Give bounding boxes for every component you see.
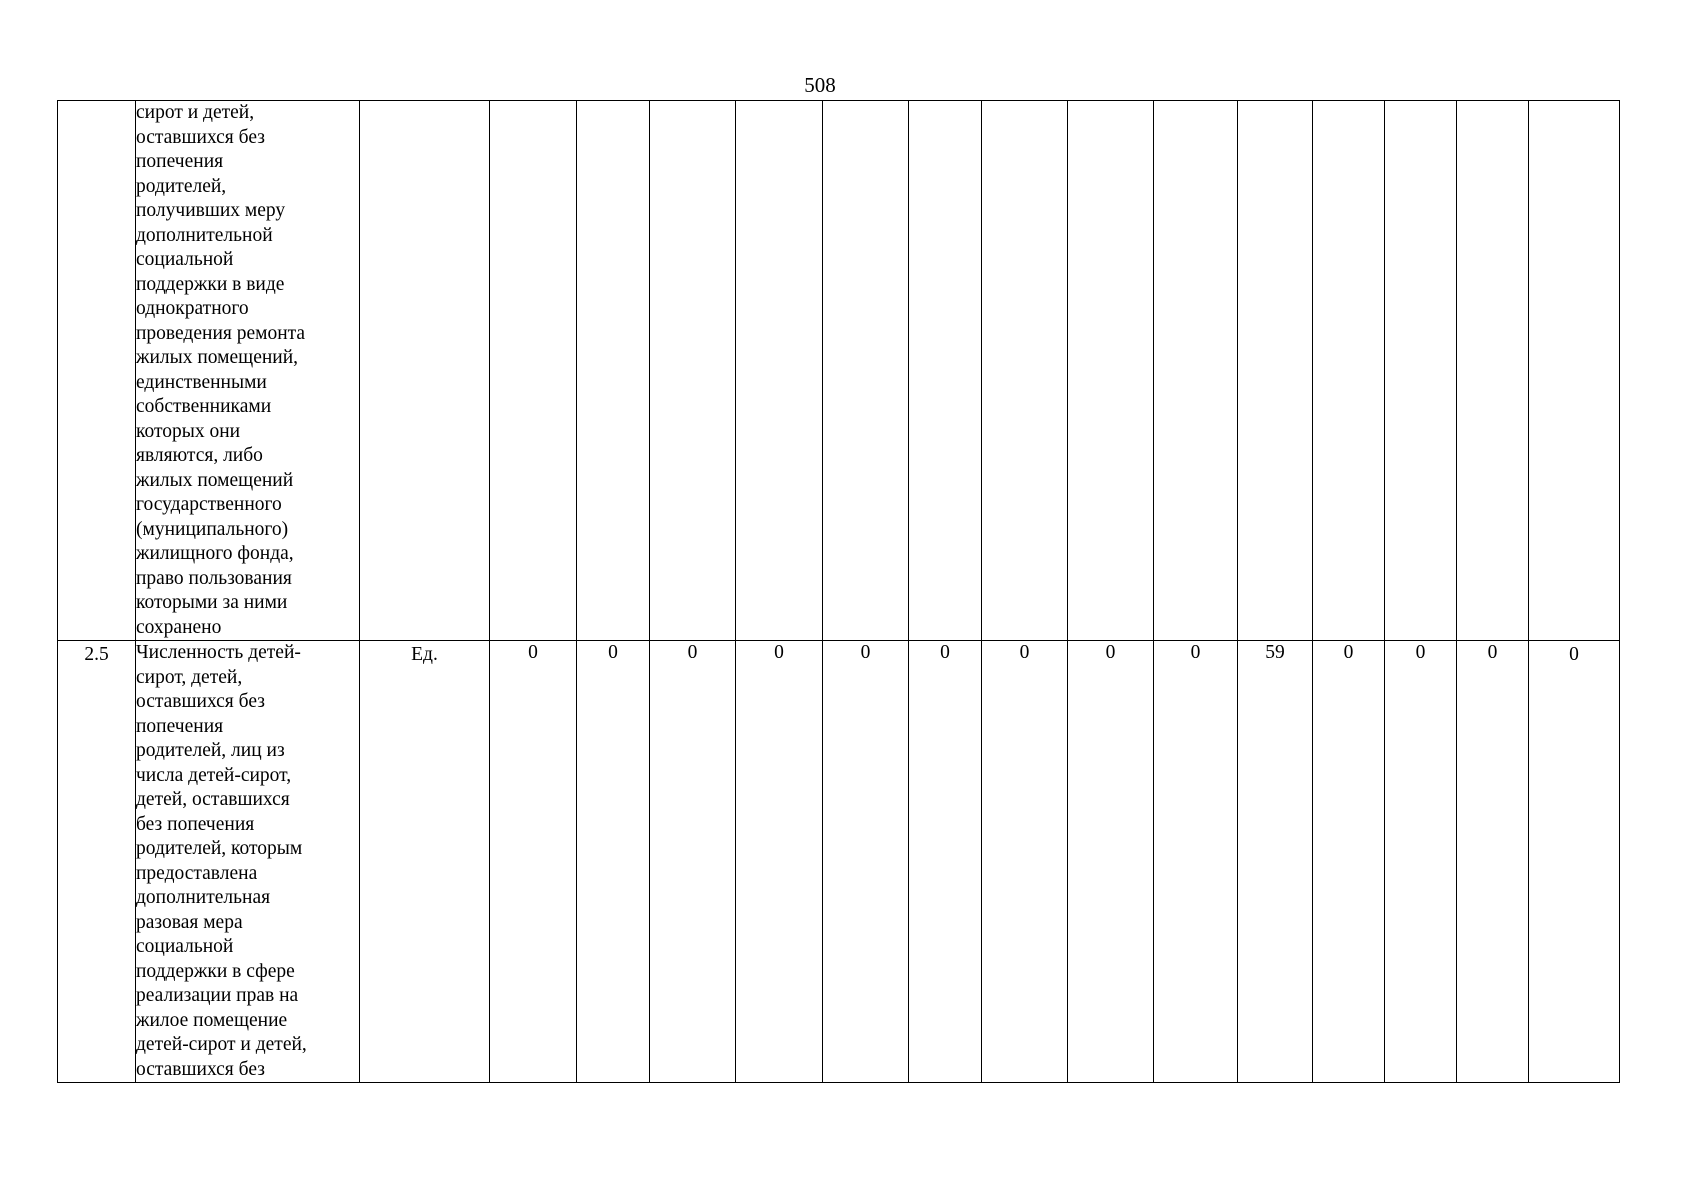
value-cell [490, 101, 577, 641]
value-cell: 0 [1313, 641, 1385, 1083]
indicators-table [57, 100, 1620, 1083]
value-cell: 0 [909, 641, 982, 1083]
page-number: 508 [804, 73, 836, 97]
table-row [58, 641, 1620, 1083]
indicator-name-cell: Численность детей- сирот, детей, оставшихся без попечения родителей, лиц из числа детей-сирот, детей, оставшихся без попечения родителей, которым предоставлена дополнительная разовая мера социальной поддержки в сфере реализации прав на жилое помещение детей-сирот и детей, оставшихся без [136, 641, 360, 1083]
value-cell [1313, 101, 1385, 641]
row-number-cell: 2.5 [58, 641, 136, 1083]
value-cell: 0 [823, 641, 909, 1083]
value-cell [1385, 101, 1457, 641]
value-cell: 0 [490, 641, 577, 1083]
value-cell [1457, 101, 1529, 641]
last-value-cell [1529, 101, 1620, 641]
unit-cell [360, 101, 490, 641]
table-row [58, 101, 1620, 641]
value-cell: 0 [1457, 641, 1529, 1083]
value-cell [982, 101, 1068, 641]
unit-cell: Ед. [360, 641, 490, 1083]
value-cell: 0 [982, 641, 1068, 1083]
value-cell: 0 [736, 641, 823, 1083]
value-cell: 0 [1385, 641, 1457, 1083]
row-number-cell [58, 101, 136, 641]
value-cell: 59 [1238, 641, 1313, 1083]
last-value-cell: 0 [1529, 641, 1620, 1083]
value-cell: 0 [1154, 641, 1238, 1083]
value-cell [650, 101, 736, 641]
value-cell: 0 [1068, 641, 1154, 1083]
value-cell [1238, 101, 1313, 641]
value-cell [823, 101, 909, 641]
value-cell [577, 101, 650, 641]
indicator-name-cell: сирот и детей, оставшихся без попечения родителей, получивших меру дополнительной социальной поддержки в виде однократного проведения ремонта жилых помещений, единственными собственниками которых они являются, либо жилых помещений государственного (муниципального) жилищного фонда, право пользования которыми за ними сохранено [136, 101, 360, 641]
value-cell [1154, 101, 1238, 641]
value-cell [736, 101, 823, 641]
value-cell: 0 [577, 641, 650, 1083]
value-cell [1068, 101, 1154, 641]
value-cell [909, 101, 982, 641]
value-cell: 0 [650, 641, 736, 1083]
